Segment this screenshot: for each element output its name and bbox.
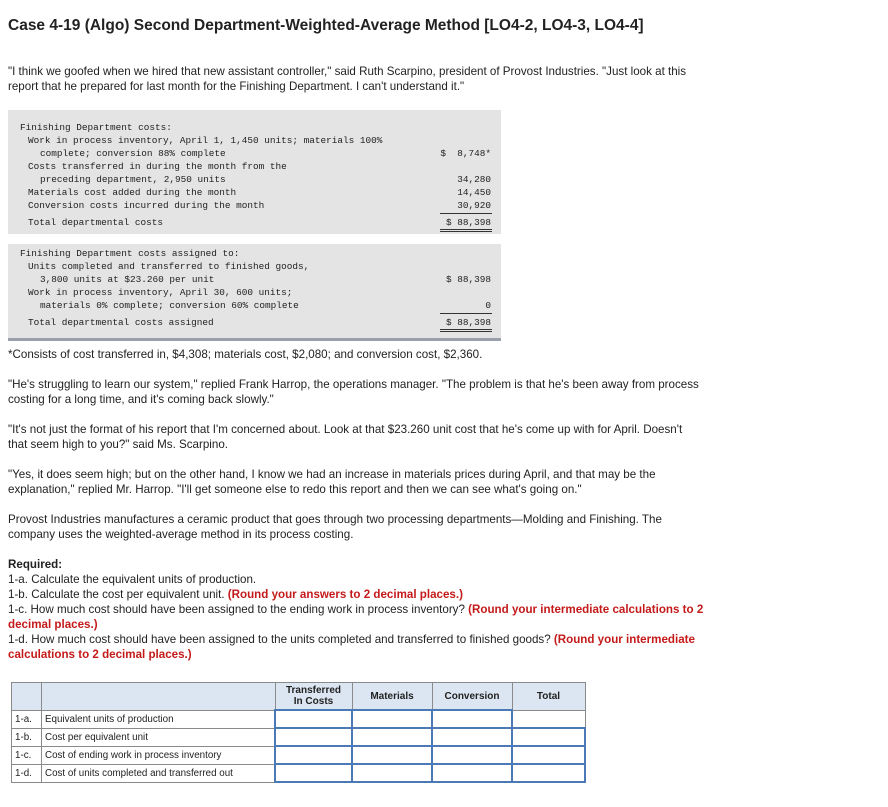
report-conversion-amount: 30,920 (457, 200, 491, 211)
table-row: 1-d. Cost of units completed and transferred out (12, 764, 586, 782)
report-wip-begin-amount: $ 8,748* (440, 148, 491, 159)
report-total-assigned: Total departmental costs assigned (28, 317, 214, 328)
input-1d-total[interactable] (512, 764, 585, 782)
paragraph-company: Provost Industries manufactures a ceramic product that goes through two processing departments—Molding and Finishing. The company uses the weighted-average method in its process costing. (8, 513, 662, 541)
question-1a: 1-a. Calculate the equivalent units of production. (8, 573, 257, 586)
report-transferred-line2: preceding department, 2,950 units (40, 174, 226, 185)
row-label: Cost of ending work in process inventory (42, 746, 276, 764)
input-1b-total[interactable] (512, 728, 585, 746)
input-1b-materials[interactable] (352, 728, 432, 746)
input-1a-conversion[interactable] (432, 710, 512, 728)
page-title: Case 4-19 (Algo) Second Department-Weighted-Average Method [LO4-2, LO4-3, LO4-4] (8, 17, 644, 34)
report-wip-end-amount: 0 (485, 300, 491, 311)
report-total-assigned-amount: $ 88,398 (445, 317, 491, 328)
report-wip-begin-line2: complete; conversion 88% complete (40, 148, 226, 159)
header-materials: Materials (352, 683, 432, 711)
paragraph-harrop-reply: "Yes, it does seem high; but on the other hand, I know we had an increase in materials prices during April, and that may be the explanation," replied Mr. Harrop. "I'll get someone else to redo this report and then we can see what's going on." (8, 468, 656, 496)
row-label: Cost per equivalent unit (42, 728, 276, 746)
report-completed-line1: Units completed and transferred to finished goods, (28, 261, 310, 272)
input-1d-conversion[interactable] (432, 764, 512, 782)
paragraph-harrop: "He's struggling to learn our system," replied Frank Harrop, the operations manager. "The problem is that he's been away from process costing for a long time, and it's coming back slowly." (8, 378, 699, 406)
report-transferred-amount: 34,280 (457, 174, 491, 185)
input-1b-conversion[interactable] (432, 728, 512, 746)
footnote: *Consists of cost transferred in, $4,308; materials cost, $2,080; and conversion cost, $2,360. (8, 348, 483, 361)
input-1b-transferred[interactable] (275, 728, 352, 746)
report-total-costs: Total departmental costs (28, 217, 164, 228)
input-1c-conversion[interactable] (432, 746, 512, 764)
input-1c-materials[interactable] (352, 746, 432, 764)
required-heading: Required: (8, 558, 63, 571)
input-1a-materials[interactable] (352, 710, 432, 728)
answer-table-header (12, 683, 586, 711)
input-1d-materials[interactable] (352, 764, 432, 782)
header-conversion: Conversion (432, 683, 512, 711)
row-label: Cost of units completed and transferred out (42, 764, 276, 782)
header-total: Total (512, 683, 585, 711)
table-row: 1-a. Equivalent units of production (12, 710, 586, 728)
question-1c: 1-c. How much cost should have been assigned to the ending work in process inventory? (Round your intermediate calculations to 2 decimal places.) (8, 603, 704, 631)
question-1b: 1-b. Calculate the cost per equivalent unit. (Round your answers to 2 decimal places.) (8, 588, 463, 601)
input-1a-transferred[interactable] (275, 710, 352, 728)
intro-paragraph: "I think we goofed when we hired that new assistant controller," said Ruth Scarpino, president of Provost Industries. "Just look at this report that he prepared for last month for the Finishing Department. I can't understand it." (8, 65, 687, 93)
report-assigned-header: Finishing Department costs assigned to: (20, 248, 240, 259)
header-transferred-in-costs: Transferred In Costs (275, 683, 352, 711)
report-transferred-line1: Costs transferred in during the month from the (28, 161, 287, 172)
report-materials-amount: 14,450 (457, 187, 491, 198)
report-total-costs-amount: $ 88,398 (445, 217, 491, 228)
paragraph-scarpino: "It's not just the format of his report that I'm concerned about. Look at that $23.260 unit cost that he's come up with for April. Doesn't that seem high to you?" said Ms. Scarpino. (8, 423, 683, 451)
table-row: 1-c. Cost of ending work in process inventory (12, 746, 586, 764)
report-wip-begin-line1: Work in process inventory, April 1, 1,450 units; materials 100% (28, 135, 383, 146)
report-conversion: Conversion costs incurred during the month (28, 200, 265, 211)
input-1c-transferred[interactable] (275, 746, 352, 764)
report-materials: Materials cost added during the month (28, 187, 237, 198)
report-costs-header: Finishing Department costs: (20, 122, 172, 133)
finishing-department-report (8, 110, 501, 341)
question-1d: 1-d. How much cost should have been assigned to the units completed and transferred to finished goods? (Round your intermediate calculations to 2 decimal places.) (8, 633, 695, 661)
table-row: 1-b. Cost per equivalent unit (12, 728, 586, 746)
row-label: Equivalent units of production (42, 710, 276, 728)
answer-table (11, 682, 586, 783)
report-completed-amount: $ 88,398 (445, 274, 491, 285)
input-1c-total[interactable] (512, 746, 585, 764)
report-completed-line2: 3,800 units at $23.260 per unit (40, 274, 215, 285)
report-wip-end-line2: materials 0% complete; conversion 60% complete (40, 300, 299, 311)
report-wip-end-line1: Work in process inventory, April 30, 600 units; (28, 287, 293, 298)
input-1d-transferred[interactable] (275, 764, 352, 782)
required-section (8, 557, 878, 662)
